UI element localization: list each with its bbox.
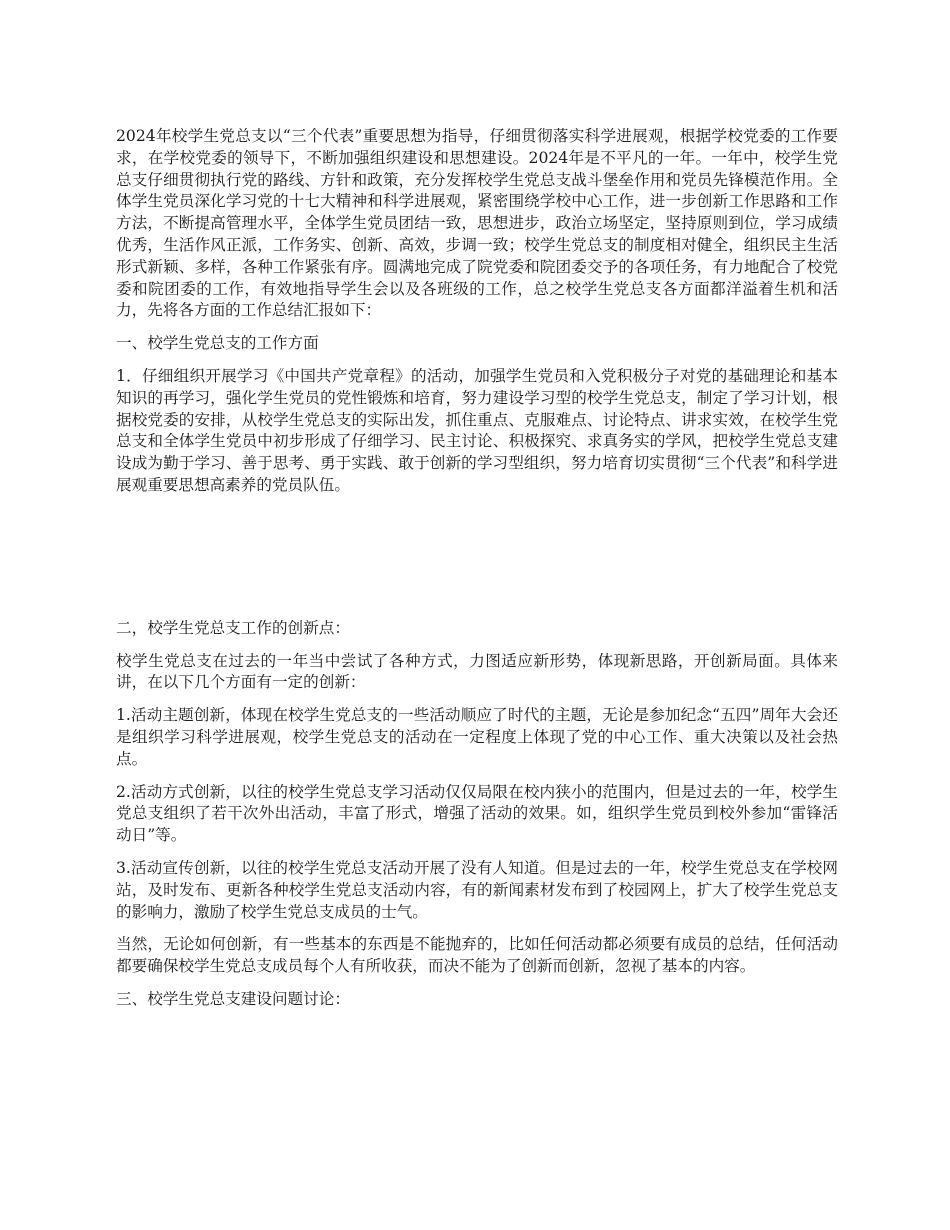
section-1-heading: 一、校学生党总支的工作方面 [116, 334, 319, 353]
document-body [116, 126, 838, 1022]
section-2-heading: 二，校学生党总支工作的创新点： [116, 618, 350, 637]
section-2-item-3: 3.活动宣传创新，以往的校学生党总支活动开展了没有人知道。但是过去的一年，校学生党总支在学校网站，及时发布、更新各种校学生党总支活动内容，有的新闻素材发布到了校园网上，扩大了校学生党总支的影响力，激励了校学生党总支成员的士气。 [116, 858, 838, 921]
section-3-heading: 三、校学生党总支建设问题讨论： [116, 989, 350, 1008]
section-2-intro: 校学生党总支在过去的一年当中尝试了各种方式，力图适应新形势，体现新思路，开创新局面。具体来讲，在以下几个方面有一定的创新： [116, 651, 838, 692]
section-2-closing: 当然，无论如何创新，有一些基本的东西是不能抛弃的，比如任何活动都必须要有成员的总结，任何活动都要确保校学生党总支成员每个人有所收获，而决不能为了创新而创新，忽视了基本的内容。 [116, 935, 838, 976]
section-1-paragraph-1: 1．仔细组织开展学习《中国共产党章程》的活动，加强学生党员和入党积极分子对党的基础理论和基本知识的再学习，强化学生党员的党性锻炼和培育，努力建设学习型的校学生党总支，制定了学习计划，根据校党委的安排，从校学生党总支的实际出发，抓住重点、克服难点、讨论特点、讲求实效，在校学生党总支和全体学生党员中初步形成了仔细学习、民主讨论、积极探究、求真务实的学风，把校学生党总支建设成为勤于学习、善于思考、勇于实践、敢于创新的学习型组织，努力培育切实贯彻“三个代表”和科学进展观重要思想高素养的党员队伍。 [116, 366, 838, 494]
section-2-item-2: 2.活动方式创新，以往的校学生党总支学习活动仅仅局限在校内狭小的范围内，但是过去的一年，校学生党总支组织了若干次外出活动，丰富了形式，增强了活动的效果。如，组织学生党员到校外参加“雷锋活动日”等。 [116, 782, 838, 845]
section-2-item-1: 1.活动主题创新，体现在校学生党总支的一些活动顺应了时代的主题，无论是参加纪念“五四”周年大会还是组织学习科学进展观，校学生党总支的活动在一定程度上体现了党的中心工作、重大决策以及社会热点。 [116, 706, 838, 768]
blank-space [116, 508, 838, 618]
intro-paragraph: 2024年校学生党总支以“三个代表”重要思想为指导，仔细贯彻落实科学进展观，根据学校党委的工作要求，在学校党委的领导下，不断加强组织建设和思想建设。2024年是不平凡的一年。一年中，校学生党总支仔细贯彻执行党的路线、方针和政策，充分发挥校学生党总支战斗堡垒作用和党员先锋模范作用。全体学生党员深化学习党的十七大精神和科学进展观，紧密围绕学校中心工作，进一步创新工作思路和工作方法，不断提高管理水平，全体学生党员团结一致，思想进步，政治立场坚定，坚持原则到位，学习成绩优秀，生活作风正派，工作务实、创新、高效，步调一致；校学生党总支的制度相对健全，组织民主生活形式新颖、多样，各种工作紧张有序。圆满地完成了院党委和院团委交予的各项任务，有力地配合了校党委和院团委的工作，有效地指导学生会以及各班级的工作，总之校学生党总支各方面都洋溢着生机和活力，先将各方面的工作总结汇报如下： [116, 127, 838, 320]
